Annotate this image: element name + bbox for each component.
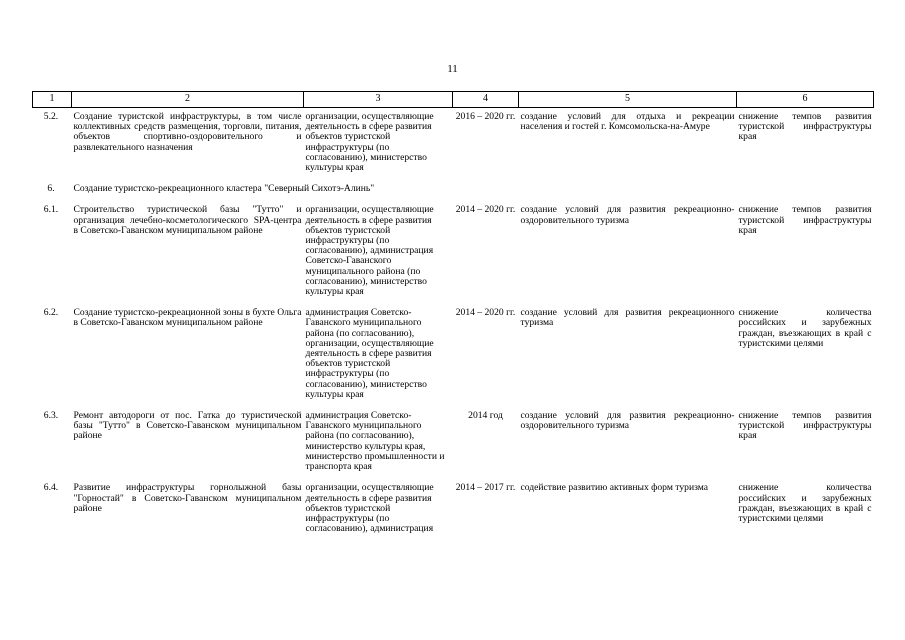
table-row: [33, 108, 874, 185]
section-title: Создание туристско-рекреационного кластера "Северный Сихотэ-Алинь": [73, 183, 375, 195]
executor-text: организации, осуществляющие деятельность в сфере развития объектов туристской инфраструктуры (по согласованию), администрация Советско-Гаванского муниципального района (по согласованию), министерство культуры края: [305, 204, 434, 298]
measure-text: Ремонт автодороги от пос. Гатка до туристической базы "Тутто" в Советско-Гаванском муниципальном районе: [73, 410, 302, 442]
result-text: содействие развитию активных форм туризма: [520, 482, 708, 494]
measure-text: Создание туристской инфраструктуры, в том числе коллективных средств размещения, торговли, питания, объектов спортивно-оздоровительного и развлекательного назначения: [73, 111, 302, 153]
section-number: 6.: [47, 183, 55, 195]
column-header: 5: [519, 92, 737, 108]
period-text: 2014 – 2020 гг.: [455, 204, 516, 216]
executor-text: организации, осуществляющие деятельность в сфере развития объектов туристской инфраструктуры (по согласованию), министерство культуры края: [305, 111, 434, 174]
measure-text: Создание туристско-рекреационной зоны в бухте Ольга в Советско-Гаванском муниципальном районе: [73, 307, 302, 329]
column-header: 6: [737, 92, 874, 108]
measures-table: [32, 91, 874, 545]
table-row: [33, 483, 874, 545]
result-text: создание условий для развития рекреационного туризма: [520, 307, 735, 329]
result-text: создание условий для отдыха и рекреации населения и гостей г. Комсомольска-на-Амуре: [520, 111, 735, 133]
column-header: 4: [453, 92, 519, 108]
table-row: [33, 308, 874, 411]
measure-text: Строительство туристической базы "Тутто" и организация лечебно-косметологического SPA-центра в Советско-Гаванском муниципальном районе: [73, 204, 302, 236]
consequence-text: снижение количества российских и зарубежных граждан, въезжающих в край с туристскими целями: [738, 307, 872, 349]
period-text: 2014 год: [468, 410, 503, 422]
item-number: 6.1.: [43, 204, 59, 216]
result-text: создание условий для развития рекреационно-оздоровительного туризма: [520, 410, 735, 432]
executor-text: администрация Советско-Гаванского муниципального района (по согласованию), организации, осуществляющие деятельность в сфере развития объектов туристской инфраструктуры (по согласованию), министерство культуры края: [305, 307, 434, 400]
item-number: 6.2.: [43, 307, 59, 319]
executor-text: организации, осуществляющие деятельность в сфере развития объектов туристской инфраструктуры (по согласованию), администрация: [305, 482, 434, 535]
result-text: создание условий для развития рекреационно-оздоровительного туризма: [520, 204, 735, 226]
item-number: 5.2.: [43, 111, 59, 122]
consequence-text: снижение темпов развития туристской инфраструктуры края: [738, 204, 872, 236]
period-text: 2014 – 2017 гг.: [455, 482, 516, 494]
column-header: 3: [304, 92, 453, 108]
table-row: [33, 205, 874, 308]
period-text: 2016 – 2020 гг.: [455, 111, 516, 122]
table-row: [33, 411, 874, 483]
item-number: 6.4.: [43, 482, 59, 494]
section-row: [33, 184, 874, 205]
measure-text: Развитие инфраструктуры горнолыжной базы "Горностай" в Советско-Гаванском муниципальном районе: [73, 482, 302, 514]
column-header: 2: [72, 92, 304, 108]
column-header: 1: [33, 92, 72, 108]
consequence-text: снижение темпов развития туристской инфраструктуры края: [738, 410, 872, 442]
consequence-text: снижение темпов развития туристской инфраструктуры края: [738, 111, 872, 143]
executor-text: администрация Советско-Гаванского муниципального района (по согласованию), министерство культуры края, министерство промышленности и транспорта края: [305, 410, 445, 473]
consequence-text: снижение количества российских и зарубежных граждан, въезжающих в край с туристскими целями: [738, 482, 872, 524]
item-number: 6.3.: [43, 410, 59, 422]
period-text: 2014 – 2020 гг.: [455, 307, 516, 319]
header-row: [33, 92, 874, 108]
page-number: 11: [447, 63, 458, 75]
